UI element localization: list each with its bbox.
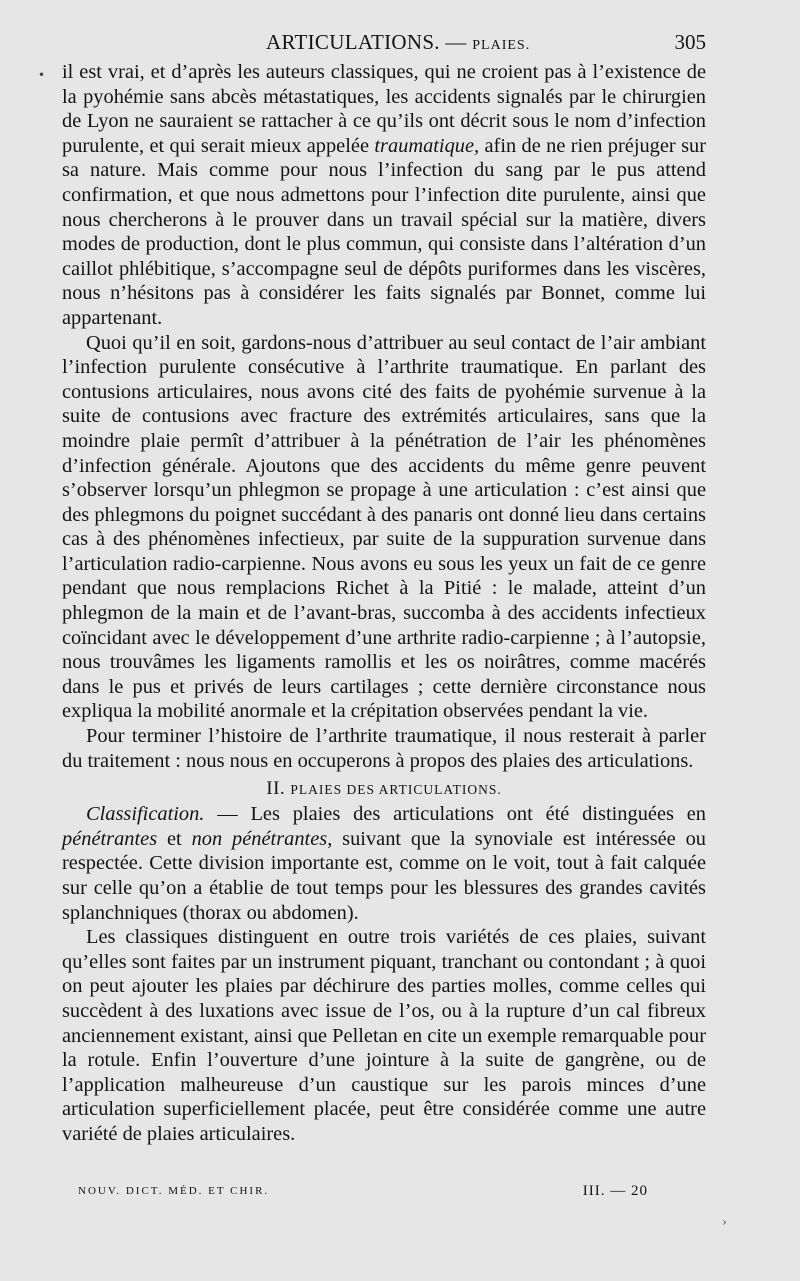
classification-label: Classification. [86,803,205,826]
paragraph-classification: Classification. — Les plaies des articulations ont été distinguées en pénétrantes et non pénétrantes, suivant que la synoviale est intéressée ou respectée. Cette division importante est, comme on le voit, tout à fait calquée sur celle qu’on a établie de tout temps pour les blessures des grandes cavités splanchniques (thorax ou abdomen). [62,803,706,924]
footer-signature: NOUV. DICT. MÉD. ET CHIR. [78,1185,270,1197]
page-number: 305 [674,30,706,54]
margin-mark: › [722,1215,727,1229]
paragraph: il est vrai, et d’après les auteurs classiques, qui ne croient pas à l’existence de la pyohémie sans abcès métastatiques, les accidents signalés par le chirurgien de Lyon ne sauraient se rattacher à ce qu’ils ont décrit sous le nom d’infection purulente, et qui serait mieux appelée traumatique, afin de ne rien préjuger sur sa nature. Mais comme pour nous l’infection du sang par le pus attend confirmation, et que nous admettons pour l’infection dite purulente, ainsi que nous chercherons à le prouver dans un travail spécial sur la matière, divers modes de production, dont le plus commun, qui consiste dans l’altération d’un caillot phlébitique, s’accompagne seul de dépôts puriformes dans les viscères, nous n’hésitons pas à considérer les faits signalés par Bonnet, comme lui appartenant. [62,61,706,329]
margin-mark: • [38,68,46,82]
running-header [60,30,706,58]
running-subtitle: PLAIES. [472,38,531,53]
running-title: ARTICULATIONS. — PLAIES. [266,30,531,54]
page-footer [78,1183,648,1203]
paragraph: Quoi qu’il en soit, gardons-nous d’attribuer au seul contact de l’air ambiant l’infection purulente consécutive à l’arthrite traumatique. En parlant des contusions articulaires, nous avons cité des faits de pyohémie survenue à la suite de contusions avec fracture des extrémités articulaires, sans que la moindre plaie permît d’attribuer à la pénétration de l’air les phénomènes d’infection générale. Ajoutons que des accidents du même genre peuvent s’observer lorsqu’un phlegmon se propage à une articulation : c’est ainsi que des phlegmons du poignet succédant à des panaris ont donné lieu dans certains cas à des phénomènes infectieux, par suite de la suppuration survenue dans l’articulation radio-carpienne. Nous avons eu sous les yeux un fait de ce genre pendant que nous remplacions Richet à la Pitié : le malade, atteint d’un phlegmon de la main et de l’avant-bras, succomba à des accidents infectieux coïncidant avec le développement d’une arthrite radio-carpienne ; à l’autopsie, nous trouvâmes les ligaments ramollis et les os noirâtres, comme macérés dans le pus et privés de leurs cartilages ; cette dernière circonstance nous expliqua la mobilité anormale et la crépitation observées pendant la vie. [62,331,706,723]
footer-volume: III. — 20 [582,1183,648,1199]
paragraph: Pour terminer l’histoire de l’arthrite traumatique, il nous resterait à parler du traitement : nous nous en occuperons à propos des plaies des articulations. [62,725,706,772]
section-heading: II. PLAIES DES ARTICULATIONS. [266,778,502,800]
page-body [62,60,706,1147]
paragraph: Les classiques distinguent en outre trois variétés de ces plaies, suivant qu’elles sont faites par un instrument piquant, tranchant ou contondant ; à quoi on peut ajouter les plaies par déchirure des parties molles, comme celles qui succèdent à des luxations avec issue de l’os, ou à la rupture d’un cal fibreux anciennement existant, ainsi que Pelletan en cite un exemple remarquable pour la rotule. Enfin l’ouverture d’une jointure à la suite de gangrène, ou de l’application malheureuse d’un caustique sur les parois minces d’une articulation superficiellement placée, peut être considérée comme une autre variété de plaies articulaires. [62,926,706,1145]
